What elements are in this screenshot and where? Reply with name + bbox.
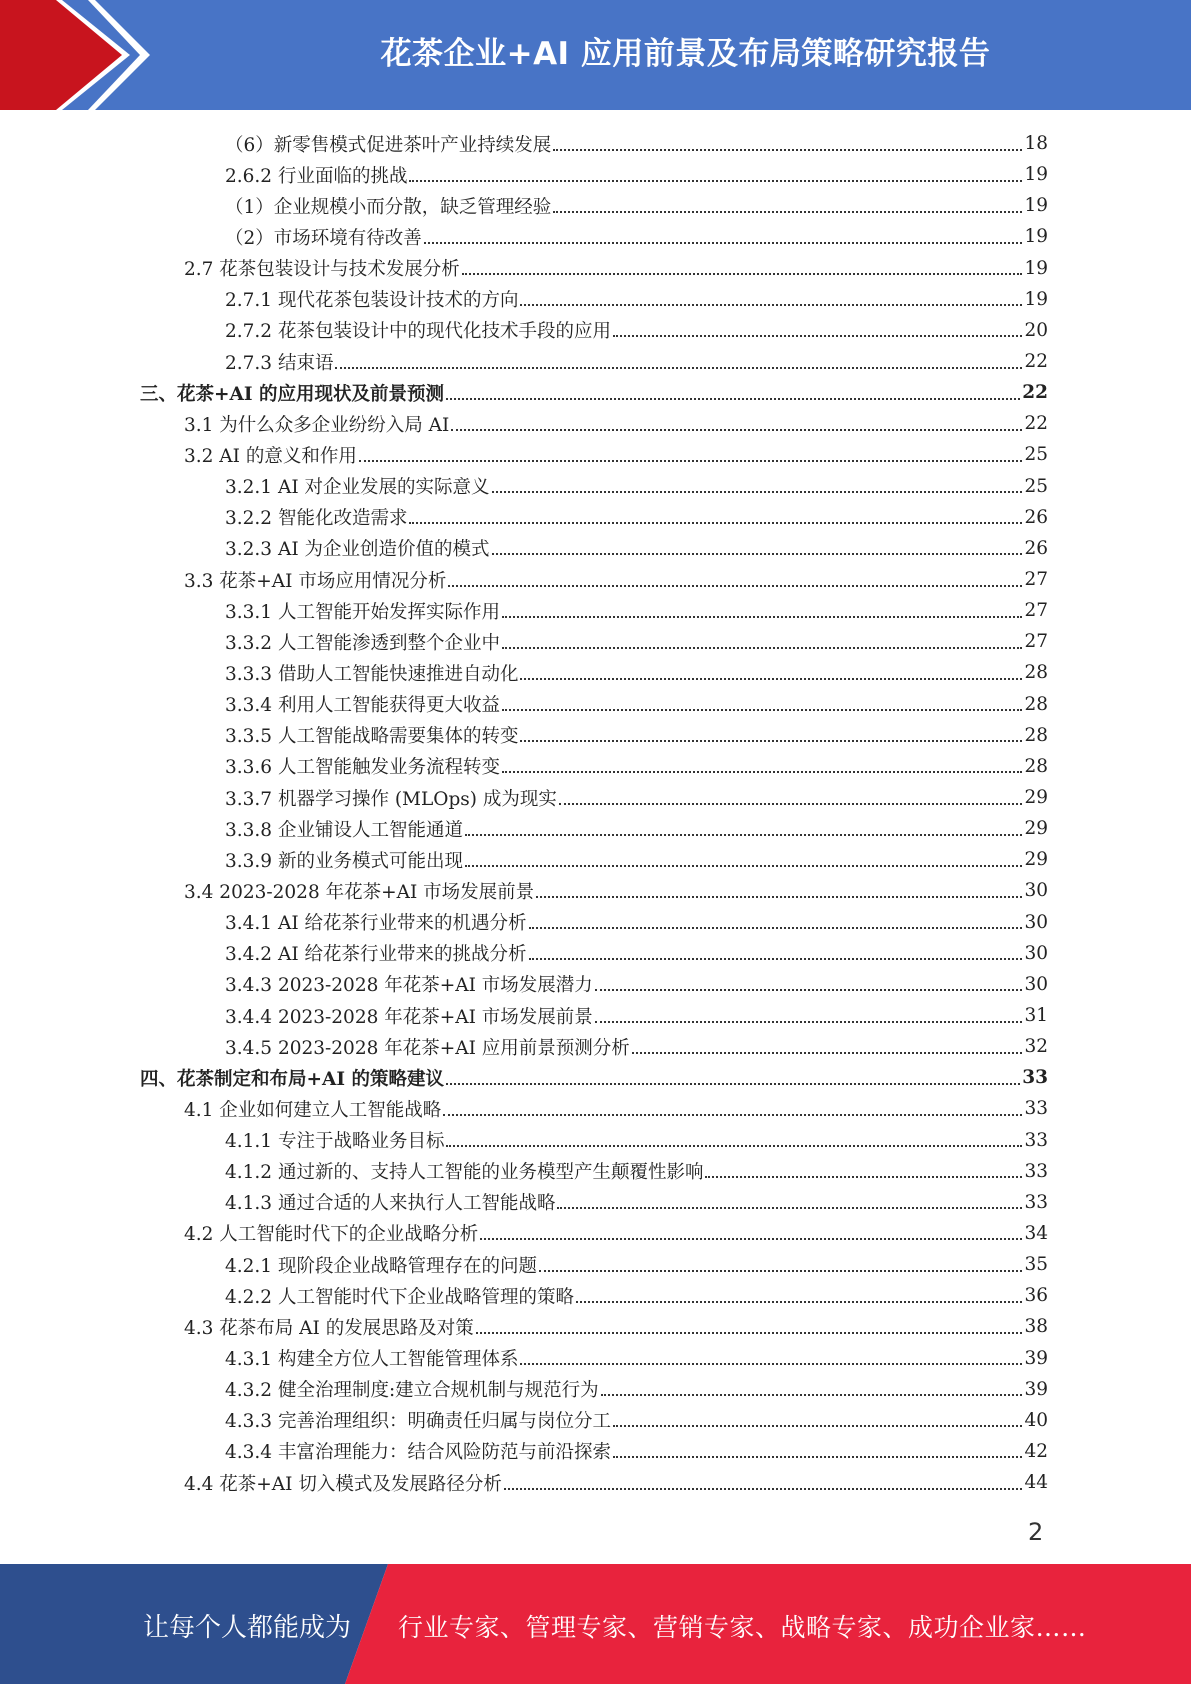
toc-dot-leader — [529, 958, 1023, 960]
toc-entry-page: 20 — [1024, 319, 1048, 341]
toc-entry-title: 3.3.1 人工智能开始发挥实际作用 — [225, 601, 500, 623]
toc-entry-page: 19 — [1024, 164, 1048, 186]
toc-entry-page: 18 — [1024, 133, 1048, 155]
toc-entry-title: 3.4.1 AI 给花茶行业带来的机遇分析 — [225, 913, 527, 935]
report-title: 花茶企业+AI 应用前景及布局策略研究报告 — [380, 36, 991, 72]
toc-dot-leader — [424, 242, 1023, 244]
toc-entry-page: 19 — [1024, 257, 1048, 279]
toc-entry-page: 22 — [1024, 351, 1048, 373]
toc-entry-title: 4.3.4 丰富治理能力：结合风险防范与前沿探索 — [225, 1442, 611, 1464]
toc-entry-page: 28 — [1024, 724, 1048, 746]
toc-dot-leader — [443, 1114, 1022, 1116]
toc-entry-page: 25 — [1024, 475, 1048, 497]
toc-dot-leader — [409, 180, 1022, 182]
toc-entry[interactable] — [140, 346, 1048, 377]
toc-entry-page: 44 — [1024, 1472, 1048, 1494]
toc-dot-leader — [465, 834, 1022, 836]
toc-dot-leader — [502, 709, 1022, 711]
toc-entry[interactable] — [140, 1342, 1048, 1373]
toc-dot-leader — [451, 429, 1022, 431]
toc-dot-leader — [409, 522, 1022, 524]
toc-dot-leader — [613, 335, 1022, 337]
toc-entry-title: 4.3 花茶布局 AI 的发展思路及对策 — [184, 1317, 474, 1339]
toc-entry[interactable] — [140, 190, 1048, 221]
toc-entry[interactable] — [140, 1436, 1048, 1467]
toc-entry[interactable] — [140, 720, 1048, 751]
toc-entry-title: 3.3.2 人工智能渗透到整个企业中 — [225, 632, 500, 654]
toc-entry-page: 29 — [1024, 818, 1048, 840]
toc-entry[interactable] — [140, 813, 1048, 844]
toc-dot-leader — [520, 678, 1022, 680]
toc-entry[interactable] — [140, 907, 1048, 938]
toc-entry-title: 2.7 花茶包装设计与技术发展分析 — [184, 259, 460, 281]
toc-dot-leader — [576, 1301, 1022, 1303]
toc-entry-page: 22 — [1024, 413, 1048, 435]
table-of-contents — [140, 128, 1048, 1498]
toc-entry-title: 4.4 花茶+AI 切入模式及发展路径分析 — [184, 1473, 502, 1495]
toc-entry-page: 30 — [1024, 973, 1048, 995]
toc-entry-title: 3.4.4 2023-2028 年花茶+AI 市场发展前景 — [225, 1006, 593, 1028]
toc-entry-page: 26 — [1024, 537, 1048, 559]
toc-dot-leader — [529, 927, 1023, 929]
toc-entry-page: 33 — [1024, 1098, 1048, 1120]
toc-entry-title: 3.4 2023-2028 年花茶+AI 市场发展前景 — [184, 881, 535, 903]
toc-entry-title: 3.1 为什么众多企业纷纷入局 AI — [184, 414, 450, 436]
toc-dot-leader — [502, 647, 1022, 649]
toc-entry-title: 4.2 人工智能时代下的企业战略分析 — [184, 1224, 479, 1246]
toc-entry[interactable] — [140, 1000, 1048, 1031]
toc-dot-leader — [632, 1052, 1023, 1054]
toc-entry-title: 2.6.2 行业面临的挑战 — [225, 165, 408, 187]
toc-entry-title: 3.3.9 新的业务模式可能出现 — [225, 850, 463, 872]
toc-dot-leader — [359, 460, 1023, 462]
footer-slogan-left: 让每个人都能成为 — [143, 1613, 352, 1643]
toc-dot-leader — [520, 740, 1022, 742]
toc-entry[interactable] — [140, 1218, 1048, 1249]
toc-entry-title: 三、花茶+AI 的应用现状及前景预测 — [140, 383, 444, 405]
toc-entry-page: 33 — [1024, 1129, 1048, 1151]
toc-entry[interactable] — [140, 938, 1048, 969]
toc-entry-page: 19 — [1024, 226, 1048, 248]
toc-dot-leader — [446, 1083, 1020, 1085]
toc-dot-leader — [553, 149, 1022, 151]
toc-entry-title: 3.2.2 智能化改造需求 — [225, 508, 408, 530]
toc-entry-page: 19 — [1024, 288, 1048, 310]
toc-entry-title: 3.3.5 人工智能战略需要集体的转变 — [225, 726, 519, 748]
toc-entry[interactable] — [140, 564, 1048, 595]
toc-entry-page: 28 — [1024, 755, 1048, 777]
toc-entry-title: 3.3.3 借助人工智能快速推进自动化 — [225, 663, 519, 685]
toc-entry[interactable] — [140, 1280, 1048, 1311]
toc-entry[interactable] — [140, 689, 1048, 720]
toc-dot-leader — [492, 553, 1023, 555]
toc-entry[interactable] — [140, 657, 1048, 688]
toc-entry-page: 40 — [1024, 1409, 1048, 1431]
toc-entry-page: 36 — [1024, 1285, 1048, 1307]
toc-entry-title: 3.3.6 人工智能触发业务流程转变 — [225, 757, 500, 779]
toc-dot-leader — [595, 1021, 1023, 1023]
toc-entry[interactable] — [140, 315, 1048, 346]
toc-entry-page: 39 — [1024, 1378, 1048, 1400]
toc-entry-page: 27 — [1024, 631, 1048, 653]
toc-dot-leader — [462, 273, 1023, 275]
page-footer — [0, 1564, 1191, 1684]
toc-entry-page: 28 — [1024, 693, 1048, 715]
footer-slogan-right: 行业专家、管理专家、营销专家、战略专家、成功企业家…… — [398, 1613, 1087, 1642]
toc-entry[interactable] — [140, 751, 1048, 782]
toc-dot-leader — [613, 1425, 1022, 1427]
toc-dot-leader — [595, 989, 1023, 991]
toc-entry-title: 4.1.1 专注于战略业务目标 — [225, 1131, 445, 1153]
toc-entry-title: 4.1.2 通过新的、支持人工智能的业务模型产生颠覆性影响 — [225, 1162, 704, 1184]
toc-dot-leader — [448, 585, 1022, 587]
toc-entry[interactable] — [140, 1249, 1048, 1280]
toc-entry-title: （6）新零售模式促进茶叶产业持续发展 — [225, 134, 552, 156]
toc-entry[interactable] — [140, 1311, 1048, 1342]
toc-dot-leader — [465, 865, 1022, 867]
page-number: 2 — [1028, 1518, 1044, 1546]
toc-entry-title: 3.3.8 企业铺设人工智能通道 — [225, 819, 463, 841]
toc-entry[interactable] — [140, 1405, 1048, 1436]
toc-entry[interactable] — [140, 439, 1048, 470]
toc-entry[interactable] — [140, 782, 1048, 813]
toc-entry-page: 19 — [1024, 195, 1048, 217]
toc-entry[interactable] — [140, 875, 1048, 906]
toc-entry-page: 30 — [1024, 942, 1048, 964]
toc-entry-page: 34 — [1024, 1222, 1048, 1244]
toc-entry-page: 35 — [1024, 1254, 1048, 1276]
toc-entry-page: 38 — [1024, 1316, 1048, 1338]
toc-entry[interactable] — [140, 1031, 1048, 1062]
toc-entry-title: 4.3.2 健全治理制度:建立合规机制与规范行为 — [225, 1380, 599, 1402]
toc-entry-page: 27 — [1024, 569, 1048, 591]
toc-entry-title: 3.2.1 AI 对企业发展的实际意义 — [225, 477, 490, 499]
toc-entry-page: 25 — [1024, 444, 1048, 466]
toc-entry-page: 42 — [1024, 1440, 1048, 1462]
toc-entry-page: 29 — [1024, 787, 1048, 809]
toc-dot-leader — [601, 1394, 1023, 1396]
toc-entry[interactable] — [140, 1093, 1048, 1124]
toc-dot-leader — [539, 1270, 1022, 1272]
toc-entry-page: 33 — [1024, 1160, 1048, 1182]
toc-dot-leader — [613, 1456, 1022, 1458]
toc-entry[interactable] — [140, 1156, 1048, 1187]
toc-entry-page: 31 — [1024, 1005, 1048, 1026]
toc-dot-leader — [446, 398, 1020, 400]
toc-entry[interactable] — [140, 221, 1048, 252]
toc-entry-title: 3.2.3 AI 为企业创造价值的模式 — [225, 539, 490, 561]
toc-entry-title: 4.2.1 现阶段企业战略管理存在的问题 — [225, 1255, 537, 1277]
toc-dot-leader — [559, 803, 1023, 805]
toc-dot-leader — [335, 367, 1022, 369]
toc-entry[interactable] — [140, 626, 1048, 657]
toc-entry-title: 3.4.2 AI 给花茶行业带来的挑战分析 — [225, 944, 527, 966]
toc-entry-title: 3.4.5 2023-2028 年花茶+AI 应用前景预测分析 — [225, 1037, 630, 1059]
toc-entry-page: 27 — [1024, 600, 1048, 622]
toc-dot-leader — [492, 491, 1023, 493]
toc-dot-leader — [520, 1363, 1022, 1365]
toc-entry[interactable] — [140, 502, 1048, 533]
toc-entry-title: （1）企业规模小而分散，缺乏管理经验 — [225, 196, 552, 218]
toc-entry-page: 26 — [1024, 506, 1048, 528]
toc-entry[interactable] — [140, 1467, 1048, 1498]
toc-entry[interactable] — [140, 253, 1048, 284]
toc-entry-page: 30 — [1024, 911, 1048, 933]
toc-entry-page: 29 — [1024, 849, 1048, 871]
toc-entry-title: 3.3.7 机器学习操作 (MLOps) 成为现实 — [225, 788, 557, 810]
toc-entry-page: 28 — [1024, 662, 1048, 684]
toc-entry[interactable] — [140, 408, 1048, 439]
toc-entry[interactable] — [140, 1062, 1048, 1093]
toc-entry-title: 3.2 AI 的意义和作用 — [184, 445, 357, 467]
toc-entry-title: 3.3.4 利用人工智能获得更大收益 — [225, 695, 500, 717]
toc-entry-page: 22 — [1022, 382, 1048, 404]
page-header — [0, 0, 1191, 110]
toc-entry[interactable] — [140, 1125, 1048, 1156]
toc-entry-title: 3.3 花茶+AI 市场应用情况分析 — [184, 570, 447, 592]
toc-entry-title: 4.3.1 构建全方位人工智能管理体系 — [225, 1349, 519, 1371]
toc-entry[interactable] — [140, 284, 1048, 315]
toc-entry-title: 4.1.3 通过合适的人来执行人工智能战略 — [225, 1193, 556, 1215]
toc-dot-leader — [502, 616, 1022, 618]
toc-entry[interactable] — [140, 533, 1048, 564]
toc-dot-leader — [520, 304, 1022, 306]
toc-dot-leader — [705, 1176, 1022, 1178]
toc-entry-title: （2）市场环境有待改善 — [225, 227, 422, 249]
toc-entry-page: 33 — [1022, 1067, 1048, 1089]
toc-entry-title: 四、花茶制定和布局+AI 的策略建议 — [140, 1068, 444, 1090]
toc-entry[interactable] — [140, 969, 1048, 1000]
toc-entry[interactable] — [140, 377, 1048, 408]
toc-entry[interactable] — [140, 1187, 1048, 1218]
toc-dot-leader — [502, 771, 1022, 773]
toc-entry-page: 30 — [1024, 880, 1048, 902]
toc-dot-leader — [446, 1145, 1022, 1147]
toc-entry-title: 4.3.3 完善治理组织：明确责任归属与岗位分工 — [225, 1411, 611, 1433]
toc-dot-leader — [480, 1238, 1022, 1240]
toc-dot-leader — [536, 896, 1022, 898]
toc-entry[interactable] — [140, 159, 1048, 190]
toc-entry[interactable] — [140, 128, 1048, 159]
toc-entry-title: 4.1 企业如何建立人工智能战略 — [184, 1099, 442, 1121]
toc-entry-page: 39 — [1024, 1347, 1048, 1369]
toc-entry-page: 32 — [1024, 1036, 1048, 1058]
toc-entry[interactable] — [140, 1374, 1048, 1405]
toc-dot-leader — [476, 1332, 1023, 1334]
toc-entry[interactable] — [140, 844, 1048, 875]
toc-entry-title: 2.7.2 花茶包装设计中的现代化技术手段的应用 — [225, 321, 611, 343]
toc-entry-title: 2.7.3 结束语 — [225, 352, 334, 374]
toc-entry[interactable] — [140, 595, 1048, 626]
toc-dot-leader — [557, 1207, 1022, 1209]
toc-dot-leader — [553, 211, 1022, 213]
toc-dot-leader — [504, 1488, 1023, 1490]
toc-entry-title: 2.7.1 现代花茶包装设计技术的方向 — [225, 290, 519, 312]
toc-entry-title: 3.4.3 2023-2028 年花茶+AI 市场发展潜力 — [225, 975, 593, 997]
toc-entry-page: 33 — [1024, 1191, 1048, 1213]
toc-entry[interactable] — [140, 471, 1048, 502]
toc-entry-title: 4.2.2 人工智能时代下企业战略管理的策略 — [225, 1286, 574, 1308]
